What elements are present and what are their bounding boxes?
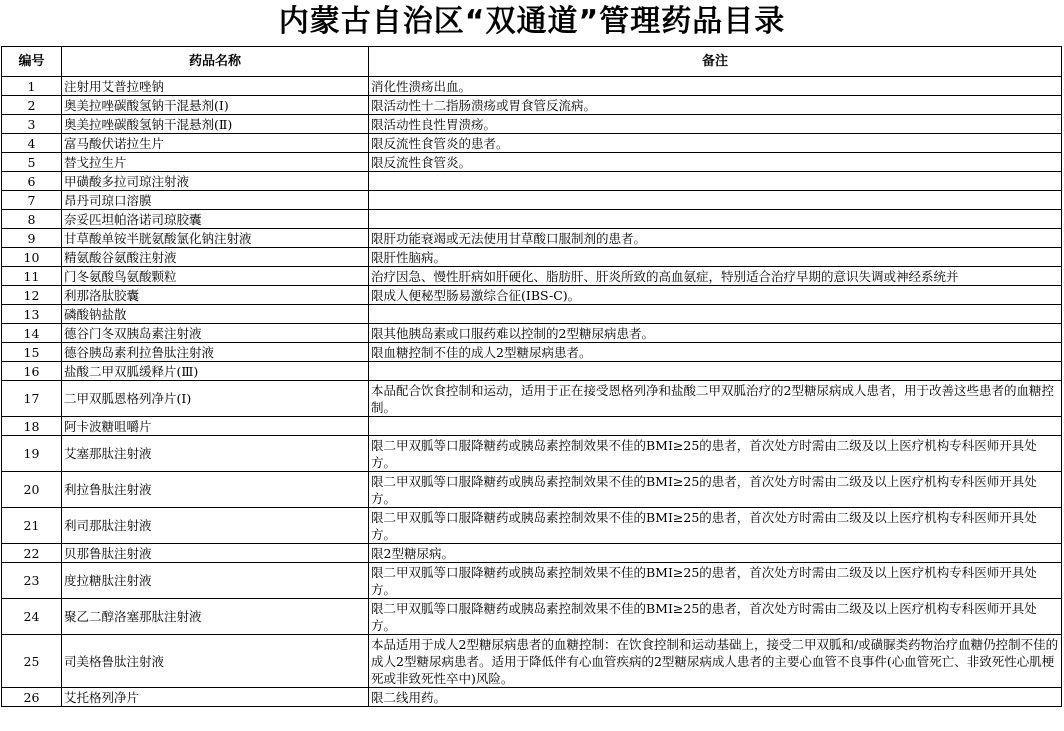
table-row (2, 563, 1062, 599)
table-row (2, 381, 1062, 417)
drug-remark: 限肝性脑病。 (369, 248, 1062, 267)
drug-name: 甲磺酸多拉司琼注射液 (62, 172, 369, 191)
drug-name: 盐酸二甲双胍缓释片(Ⅲ) (62, 362, 369, 381)
drug-remark (369, 210, 1062, 229)
drug-name: 贝那鲁肽注射液 (62, 544, 369, 563)
table-row (2, 115, 1062, 134)
table-row (2, 210, 1062, 229)
table-row (2, 191, 1062, 210)
drug-name: 甘草酸单铵半胱氨酸氯化钠注射液 (62, 229, 369, 248)
table-row (2, 267, 1062, 286)
drug-remark (369, 191, 1062, 210)
table-row (2, 544, 1062, 563)
table-row (2, 417, 1062, 436)
drug-remark: 限二甲双胍等口服降糖药或胰岛素控制效果不佳的BMI≥25的患者，首次处方时需由二级及以上医疗机构专科医师开具处方。 (369, 436, 1062, 472)
table-row (2, 153, 1062, 172)
row-number: 3 (2, 115, 62, 134)
drug-remark: 限二甲双胍等口服降糖药或胰岛素控制效果不佳的BMI≥25的患者，首次处方时需由二级及以上医疗机构专科医师开具处方。 (369, 599, 1062, 635)
table-row (2, 508, 1062, 544)
table-row (2, 599, 1062, 635)
row-number: 7 (2, 191, 62, 210)
row-number: 1 (2, 77, 62, 96)
drug-remark: 限反流性食管炎的患者。 (369, 134, 1062, 153)
table-row (2, 688, 1062, 707)
drug-remark: 限2型糖尿病。 (369, 544, 1062, 563)
drug-remark: 限血糖控制不佳的成人2型糖尿病患者。 (369, 343, 1062, 362)
row-number: 2 (2, 96, 62, 115)
drug-remark: 限反流性食管炎。 (369, 153, 1062, 172)
drug-remark: 限二甲双胍等口服降糖药或胰岛素控制效果不佳的BMI≥25的患者，首次处方时需由二级及以上医疗机构专科医师开具处方。 (369, 508, 1062, 544)
table-row (2, 305, 1062, 324)
header-drug-name: 药品名称 (62, 47, 369, 77)
drug-remark (369, 362, 1062, 381)
table-row (2, 229, 1062, 248)
drug-name: 门冬氨酸鸟氨酸颗粒 (62, 267, 369, 286)
drug-name: 聚乙二醇洛塞那肽注射液 (62, 599, 369, 635)
row-number: 5 (2, 153, 62, 172)
row-number: 10 (2, 248, 62, 267)
row-number: 14 (2, 324, 62, 343)
drug-remark: 限活动性十二指肠溃疡或胃食管反流病。 (369, 96, 1062, 115)
drug-remark: 本品配合饮食控制和运动，适用于正在接受恩格列净和盐酸二甲双胍治疗的2型糖尿病成人患者，用于改善这些患者的血糖控制。 (369, 381, 1062, 417)
drug-remark (369, 172, 1062, 191)
drug-remark: 限肝功能衰竭或无法使用甘草酸口服制剂的患者。 (369, 229, 1062, 248)
drug-remark: 限活动性良性胃溃疡。 (369, 115, 1062, 134)
table-row (2, 472, 1062, 508)
drug-name: 奥美拉唑碳酸氢钠干混悬剂(Ⅱ) (62, 115, 369, 134)
table-row (2, 77, 1062, 96)
drug-remark (369, 417, 1062, 436)
row-number: 11 (2, 267, 62, 286)
drug-remark: 限其他胰岛素或口服药难以控制的2型糖尿病患者。 (369, 324, 1062, 343)
row-number: 17 (2, 381, 62, 417)
drug-name: 德谷门冬双胰岛素注射液 (62, 324, 369, 343)
drug-remark: 限二线用药。 (369, 688, 1062, 707)
row-number: 15 (2, 343, 62, 362)
table-row (2, 324, 1062, 343)
drug-remark: 限成人便秘型肠易激综合征(IBS-C)。 (369, 286, 1062, 305)
drug-name: 阿卡波糖咀嚼片 (62, 417, 369, 436)
row-number: 13 (2, 305, 62, 324)
drug-remark: 消化性溃疡出血。 (369, 77, 1062, 96)
drug-name: 替戈拉生片 (62, 153, 369, 172)
row-number: 19 (2, 436, 62, 472)
table-row (2, 248, 1062, 267)
header-number: 编号 (2, 47, 62, 77)
drug-name: 利司那肽注射液 (62, 508, 369, 544)
header-remark: 备注 (369, 47, 1062, 77)
row-number: 4 (2, 134, 62, 153)
drug-name: 磷酸钠盐散 (62, 305, 369, 324)
drug-remark (369, 305, 1062, 324)
table-row (2, 286, 1062, 305)
row-number: 16 (2, 362, 62, 381)
drug-name: 二甲双胍恩格列净片(Ⅰ) (62, 381, 369, 417)
row-number: 6 (2, 172, 62, 191)
drug-name: 艾塞那肽注射液 (62, 436, 369, 472)
row-number: 23 (2, 563, 62, 599)
drug-remark: 治疗因急、慢性肝病如肝硬化、脂肪肝、肝炎所致的高血氨症，特别适合治疗早期的意识失调或神经系统并 (369, 267, 1062, 286)
drug-name: 德谷胰岛素利拉鲁肽注射液 (62, 343, 369, 362)
drug-name: 昂丹司琼口溶膜 (62, 191, 369, 210)
row-number: 12 (2, 286, 62, 305)
drug-name: 奥美拉唑碳酸氢钠干混悬剂(I) (62, 96, 369, 115)
row-number: 26 (2, 688, 62, 707)
row-number: 22 (2, 544, 62, 563)
drug-name: 利那洛肽胶囊 (62, 286, 369, 305)
row-number: 24 (2, 599, 62, 635)
drug-name: 精氨酸谷氨酸注射液 (62, 248, 369, 267)
row-number: 21 (2, 508, 62, 544)
row-number: 25 (2, 635, 62, 688)
table-row (2, 134, 1062, 153)
drug-remark: 本品适用于成人2型糖尿病患者的血糖控制：在饮食控制和运动基础上，接受二甲双胍和/或磺脲类药物治疗血糖仍控制不佳的成人2型糖尿病患者。适用于降低伴有心血管疾病的2型糖尿病成人患者的主要心血管不良事件(心血管死亡、非致死性心肌梗死或非致死性卒中)风险。 (369, 635, 1062, 688)
row-number: 18 (2, 417, 62, 436)
drug-name: 奈妥匹坦帕洛诺司琼胶囊 (62, 210, 369, 229)
drug-name: 度拉糖肽注射液 (62, 563, 369, 599)
drug-remark: 限二甲双胍等口服降糖药或胰岛素控制效果不佳的BMI≥25的患者，首次处方时需由二级及以上医疗机构专科医师开具处方。 (369, 472, 1062, 508)
table-row (2, 343, 1062, 362)
row-number: 8 (2, 210, 62, 229)
page-title: 内蒙古自治区“双通道”管理药品目录 (278, 4, 786, 39)
drug-catalog-table (1, 46, 1062, 707)
row-number: 20 (2, 472, 62, 508)
drug-name: 利拉鲁肽注射液 (62, 472, 369, 508)
drug-name: 司美格鲁肽注射液 (62, 635, 369, 688)
table-row (2, 172, 1062, 191)
drug-remark: 限二甲双胍等口服降糖药或胰岛素控制效果不佳的BMI≥25的患者，首次处方时需由二级及以上医疗机构专科医师开具处方。 (369, 563, 1062, 599)
table-header-row (2, 47, 1062, 77)
drug-name: 注射用艾普拉唑钠 (62, 77, 369, 96)
table-row (2, 96, 1062, 115)
row-number: 9 (2, 229, 62, 248)
table-row (2, 362, 1062, 381)
drug-name: 艾托格列净片 (62, 688, 369, 707)
drug-name: 富马酸伏诺拉生片 (62, 134, 369, 153)
table-row (2, 436, 1062, 472)
table-row (2, 635, 1062, 688)
